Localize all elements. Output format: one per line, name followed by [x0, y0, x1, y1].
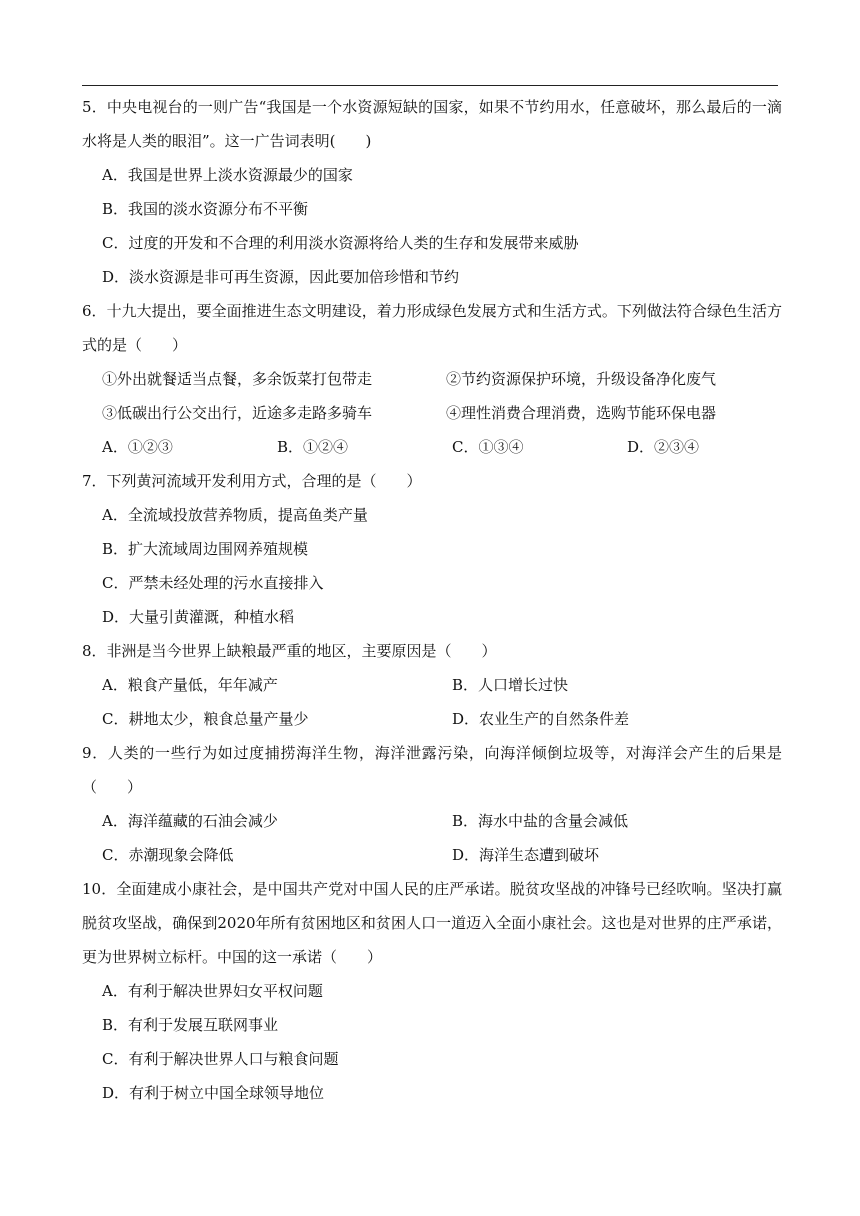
question-10 [82, 872, 782, 1110]
option-c[interactable]: C．过度的开发和不合理的利用淡水资源将给人类的生存和发展带来威胁 [102, 234, 579, 252]
statement-4: ④理性消费合理消费，选购节能环保电器 [446, 404, 717, 422]
question-stem: 6．十九大提出，要全面推进生态文明建设，着力形成绿色发展方式和生活方式。下列做法符合绿色生活方式的是（ ） [82, 302, 782, 354]
option-c[interactable]: C．有利于解决世界人口与粮食问题 [102, 1050, 339, 1068]
question-stem: 9．人类的一些行为如过度捕捞海洋生物，海洋泄露污染，向海洋倾倒垃圾等，对海洋会产生的后果是（ ） [82, 744, 782, 796]
option-d[interactable]: D．农业生产的自然条件差 [452, 710, 630, 728]
option-b[interactable]: B．扩大流域周边围网养殖规模 [102, 540, 309, 558]
option-d[interactable]: D．大量引黄灌溉，种植水稻 [102, 608, 295, 626]
option-d[interactable]: D．淡水资源是非可再生资源，因此要加倍珍惜和节约 [102, 268, 460, 286]
statement-row [82, 396, 782, 430]
option-d[interactable]: D．②③④ [627, 438, 700, 456]
option-b[interactable]: B．海水中盐的含量会减低 [452, 812, 629, 830]
question-9 [82, 736, 782, 872]
question-stem: 5．中央电视台的一则广告“我国是一个水资源短缺的国家，如果不节约用水，任意破坏，那么最后的一滴水将是人类的眼泪”。这一广告词表明( ) [82, 98, 782, 150]
option-b[interactable]: B．人口增长过快 [452, 676, 569, 694]
statement-1: ①外出就餐适当点餐，多余饭菜打包带走 [102, 370, 373, 388]
options-row [82, 838, 782, 872]
options-row [82, 804, 782, 838]
question-6 [82, 294, 782, 464]
option-d[interactable]: D．有利于树立中国全球领导地位 [102, 1084, 325, 1102]
question-8 [82, 634, 782, 736]
option-a[interactable]: A．粮食产量低，年年减产 [102, 676, 278, 694]
statement-3: ③低碳出行公交出行，近途多走路多骑车 [102, 404, 373, 422]
statement-2: ②节约资源保护环境，升级设备净化废气 [446, 370, 717, 388]
option-a[interactable]: A．①②③ [102, 438, 173, 456]
question-stem: 7．下列黄河流域开发利用方式，合理的是（ ） [82, 472, 422, 490]
options-row [82, 430, 782, 464]
option-a[interactable]: A．有利于解决世界妇女平权问题 [102, 982, 323, 1000]
options-row [82, 668, 782, 702]
statement-row [82, 362, 782, 396]
option-c[interactable]: C．①③④ [452, 438, 524, 456]
option-b[interactable]: B．我国的淡水资源分布不平衡 [102, 200, 309, 218]
options-row [82, 702, 782, 736]
question-list [82, 90, 782, 1110]
question-stem: 10．全面建成小康社会，是中国共产党对中国人民的庄严承诺。脱贫攻坚战的冲锋号已经吹响。坚决打赢脱贫攻坚战，确保到2020年所有贫困地区和贫困人口一道迈入全面小康社会。这也是对世界的庄严承诺，更为世界树立标杆。中国的这一承诺（ ） [82, 880, 782, 966]
option-c[interactable]: C．严禁未经处理的污水直接排入 [102, 574, 324, 592]
option-d[interactable]: D．海洋生态遭到破坏 [452, 846, 600, 864]
option-b[interactable]: B．①②④ [277, 438, 349, 456]
header-rule [82, 85, 778, 86]
question-7 [82, 464, 782, 634]
option-a[interactable]: A．全流域投放营养物质，提高鱼类产量 [102, 506, 368, 524]
question-stem: 8．非洲是当今世界上缺粮最严重的地区，主要原因是（ ） [82, 642, 497, 660]
option-a[interactable]: A．我国是世界上淡水资源最少的国家 [102, 166, 353, 184]
option-b[interactable]: B．有利于发展互联网事业 [102, 1016, 279, 1034]
option-c[interactable]: C．耕地太少，粮食总量产量少 [102, 710, 309, 728]
question-5 [82, 90, 782, 294]
option-c[interactable]: C．赤潮现象会降低 [102, 846, 234, 864]
option-a[interactable]: A．海洋蕴藏的石油会减少 [102, 812, 278, 830]
